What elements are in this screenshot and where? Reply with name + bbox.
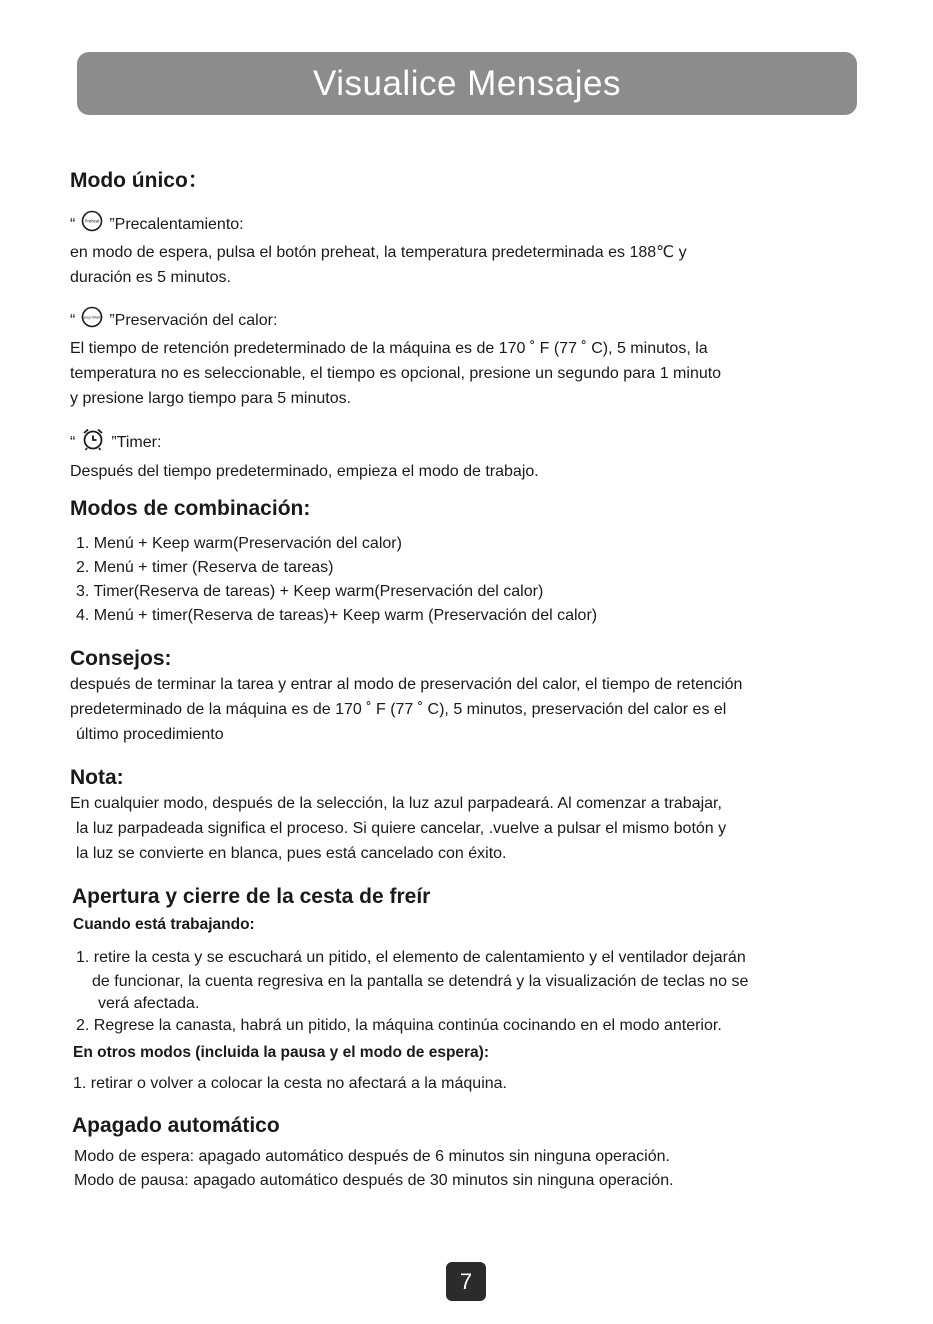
section-heading-consejos: Consejos: [70, 647, 172, 670]
nota-line-1: En cualquier modo, después de la selección, la luz azul parpadeará. Al comenzar a trabajar, [70, 795, 722, 812]
keep-warm-label: ”Preservación del calor: [109, 312, 278, 329]
page-number: 7 [446, 1262, 486, 1301]
preheat-label-line [70, 210, 873, 240]
nota-line-2: la luz parpadeada significa el proceso. Si quiere cancelar, .vuelve a pulsar el mismo botón y [76, 820, 727, 837]
apagado-line-2: Modo de pausa: apagado automático después de 30 minutos sin ninguna operación. [74, 1172, 674, 1189]
combination-item-3: 3. Timer(Reserva de tareas) + Keep warm(Preservación del calor) [76, 583, 544, 600]
section-heading-apagado: Apagado automático [72, 1114, 280, 1137]
apagado-line-1: Modo de espera: apagado automático después de 6 minutos sin ninguna operación. [74, 1148, 670, 1165]
preheat-desc-line-2: duración es 5 minutos. [70, 269, 231, 286]
combination-item-4: 4. Menú + timer(Reserva de tareas)+ Keep warm (Preservación del calor) [76, 607, 598, 624]
cesta-item-1-line-1: 1. retire la cesta y se escuchará un pitido, el elemento de calentamiento y el ventilador dejarán [76, 949, 746, 966]
keep-warm-block [70, 306, 873, 411]
timer-label-line [70, 427, 873, 459]
section-heading-cesta: Apertura y cierre de la cesta de freír [72, 885, 431, 908]
timer-open-quote: “ [70, 434, 76, 451]
section-heading-nota: Nota: [70, 766, 124, 789]
cesta-subheading-other-modes: En otros modos (incluida la pausa y el modo de espera): [73, 1044, 490, 1061]
combination-item-2: 2. Menú + timer (Reserva de tareas) [76, 559, 334, 576]
consejos-line-1: después de terminar la tarea y entrar al modo de preservación del calor, el tiempo de retención [70, 676, 743, 693]
keep-warm-label-line [70, 306, 873, 336]
cesta-subheading-working: Cuando está trabajando: [73, 916, 255, 933]
timer-block [70, 427, 873, 484]
preheat-open-quote: “ [70, 216, 76, 233]
timer-desc: Después del tiempo predeterminado, empieza el modo de trabajo. [70, 463, 539, 480]
consejos-line-2: predeterminado de la máquina es de 170 ˚ F (77 ˚ C), 5 minutos, preservación del calor es el [70, 701, 727, 718]
keep-warm-desc-line-1: El tiempo de retención predeterminado de la máquina es de 170 ˚ F (77 ˚ C), 5 minutos, la [70, 340, 708, 357]
section-heading-combinacion: Modos de combinación: [70, 497, 311, 520]
section-heading-modo-unico: Modo único： [70, 169, 209, 192]
nota-line-3: la luz se convierte en blanca, pues está cancelado con éxito. [76, 845, 507, 862]
section-cesta [70, 884, 873, 1096]
cesta-item-1-line-3: verá afectada. [98, 995, 200, 1012]
section-apagado [70, 1113, 873, 1193]
preheat-icon-text: Preheat [84, 218, 100, 224]
section-nota [70, 765, 873, 866]
combination-item-1: 1. Menú + Keep warm(Preservación del calor) [76, 535, 402, 552]
page-title: Visualice Mensajes [313, 63, 621, 103]
preheat-icon [81, 210, 103, 240]
cesta-item-1-line-2: de funcionar, la cuenta regresiva en la pantalla se detendrá y la visualización de teclas no se [92, 973, 749, 990]
alarm-clock-icon [81, 427, 105, 459]
cesta-item-3: 1. retirar o volver a colocar la cesta no afectará a la máquina. [73, 1075, 507, 1092]
keep-warm-desc-line-3: y presione largo tiempo para 5 minutos. [70, 390, 352, 407]
preheat-label: ”Precalentamiento: [109, 216, 244, 233]
section-consejos [70, 646, 873, 747]
keep-warm-icon-text: Keep Warm [81, 314, 103, 320]
section-combinacion [70, 496, 873, 628]
section-modo-unico [70, 168, 873, 194]
keep-warm-icon [81, 306, 103, 336]
cesta-item-2: 2. Regrese la canasta, habrá un pitido, la máquina continúa cocinando en el modo anterior. [76, 1017, 722, 1034]
timer-label: ”Timer: [111, 434, 162, 451]
page-title-banner [77, 52, 857, 115]
preheat-desc-line-1: en modo de espera, pulsa el botón preheat, la temperatura predeterminada es 188℃ y [70, 244, 687, 261]
preheat-block [70, 210, 873, 290]
consejos-line-3: último procedimiento [76, 726, 224, 743]
keep-warm-open-quote: “ [70, 312, 76, 329]
keep-warm-desc-line-2: temperatura no es seleccionable, el tiempo es opcional, presione un segundo para 1 minuto [70, 365, 722, 382]
